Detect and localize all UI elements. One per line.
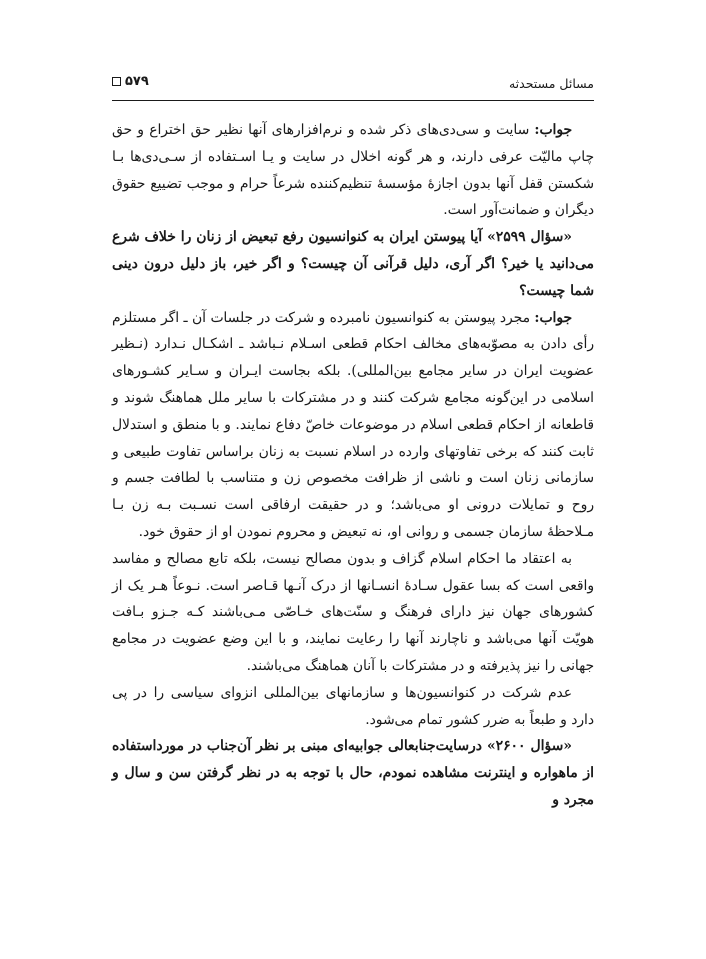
running-header (112, 72, 594, 98)
question-text: آیا پیوستن ایران به کنوانسیون رفع تبعیض از زنان را خلاف شرع می‌دانید یا خیر؟ اگر آری، دلیل قرآنی آن چیست؟ و اگر خیر، باز دلیل درون دینی شما چیست؟ (112, 229, 594, 299)
square-box-icon (112, 77, 121, 86)
answer-text: سایت و سی‌دی‌های ذکر شده و نرم‌افزارهای آنها نظیر حق اختراع و حق چاپ مالیّت عرفی دارند، و هر گونه اخلال در سایت و یـا اسـتفاده از سـی‌دی‌ها بـا شکستن قفل آنها بدون اجازهٔ مؤسسهٔ تنظیم‌کننده شرعاً حرام و موجب تضییع حقوق دیگران و ضمانت‌آور است. (112, 122, 594, 219)
page-number-block (112, 74, 149, 89)
question-text: درسایت‌جنابعالی جوابیه‌ای مبنی بر نظر آن‌جناب در مورداستفاده از ماهواره و اینترنت مشاهده نمودم، حال با توجه به در نظر گرفتن سن و سال و مجرد و (112, 738, 594, 808)
body-text (112, 117, 594, 814)
paragraph-4: عدم شرکت در کنوانسیون‌ها و سازمانهای بین‌المللی انزوای سیاسی را در پی دارد و طبعاً به ضرر کشور تمام می‌شود. (112, 684, 594, 728)
paragraph-3: به اعتقاد ما احکام اسلام گزاف و بدون مصالح نیست، بلکه تابع مصالح و مفاسد واقعی است که بسا عقول سـادهٔ انسـانها از درک آنـها قـاصر است. نـوعاً هـر یک از کشورهای جهان نیز دارای فرهنگ و سنّت‌های خـاصّی مـی‌باشند کـه جـزو بـافت هویّت آنها می‌باشد و ناچارند آنها را رعایت نمایند، و با این وضع عضویت در مجامع جهانی را نیز پذیرفته و در مشترکات با آنان هماهنگ می‌باشند. (112, 550, 594, 674)
chapter-title: مسائل مستحدثه (508, 76, 594, 91)
question-2600 (112, 733, 594, 813)
page-number: ۵۷۹ (125, 74, 149, 89)
header-rule (112, 100, 594, 101)
question-number: «سؤال ۲۵۹۹» (487, 229, 572, 246)
question-number: «سؤال ۲۶۰۰» (486, 738, 572, 755)
answer-paragraph-1 (112, 117, 594, 224)
answer-text: مجرد پیوستن به کنوانسیون نامبرده و شرکت در جلسات آن ـ اگر مستلزم رأی دادن به مصوّبه‌های مخالف احکام قطعی اسـلام نـباشد ـ اشکـال نـدارد (نـظیر عضویت ایران در سایر مجامع بین‌المللی). بلکه بجاست ایـران و سـایر کشـورهای اسلامی در این‌گونه مجامع شرکت کنند و در مشترکات با سایر ملل هماهنگ شوند و قاطعانه از احکام قطعی اسلام در موضوعات خاصّ دفاع نمایند. و با منطق و استدلال ثابت کنند که برخی تفاوتهای وارده در اسلام نسبت به زنان براساس تفاوت طبیعی و سازمانی زنان است و ناشی از ظرافت مخصوص زن و متناسب با لطافت جسم و روح و تمایلات درونی او می‌باشد؛ و در حقیقت ارفاقی است نسـبت بـه زن بـا مـلاحظهٔ سازمان جسمی و روانی او، نه تبعیض و محروم نمودن او از حقوق خود. (112, 309, 594, 540)
answer-label: جواب: (534, 122, 572, 138)
answer-label: جواب: (534, 309, 572, 326)
answer-paragraph-2 (112, 305, 594, 546)
question-2599 (112, 224, 594, 304)
